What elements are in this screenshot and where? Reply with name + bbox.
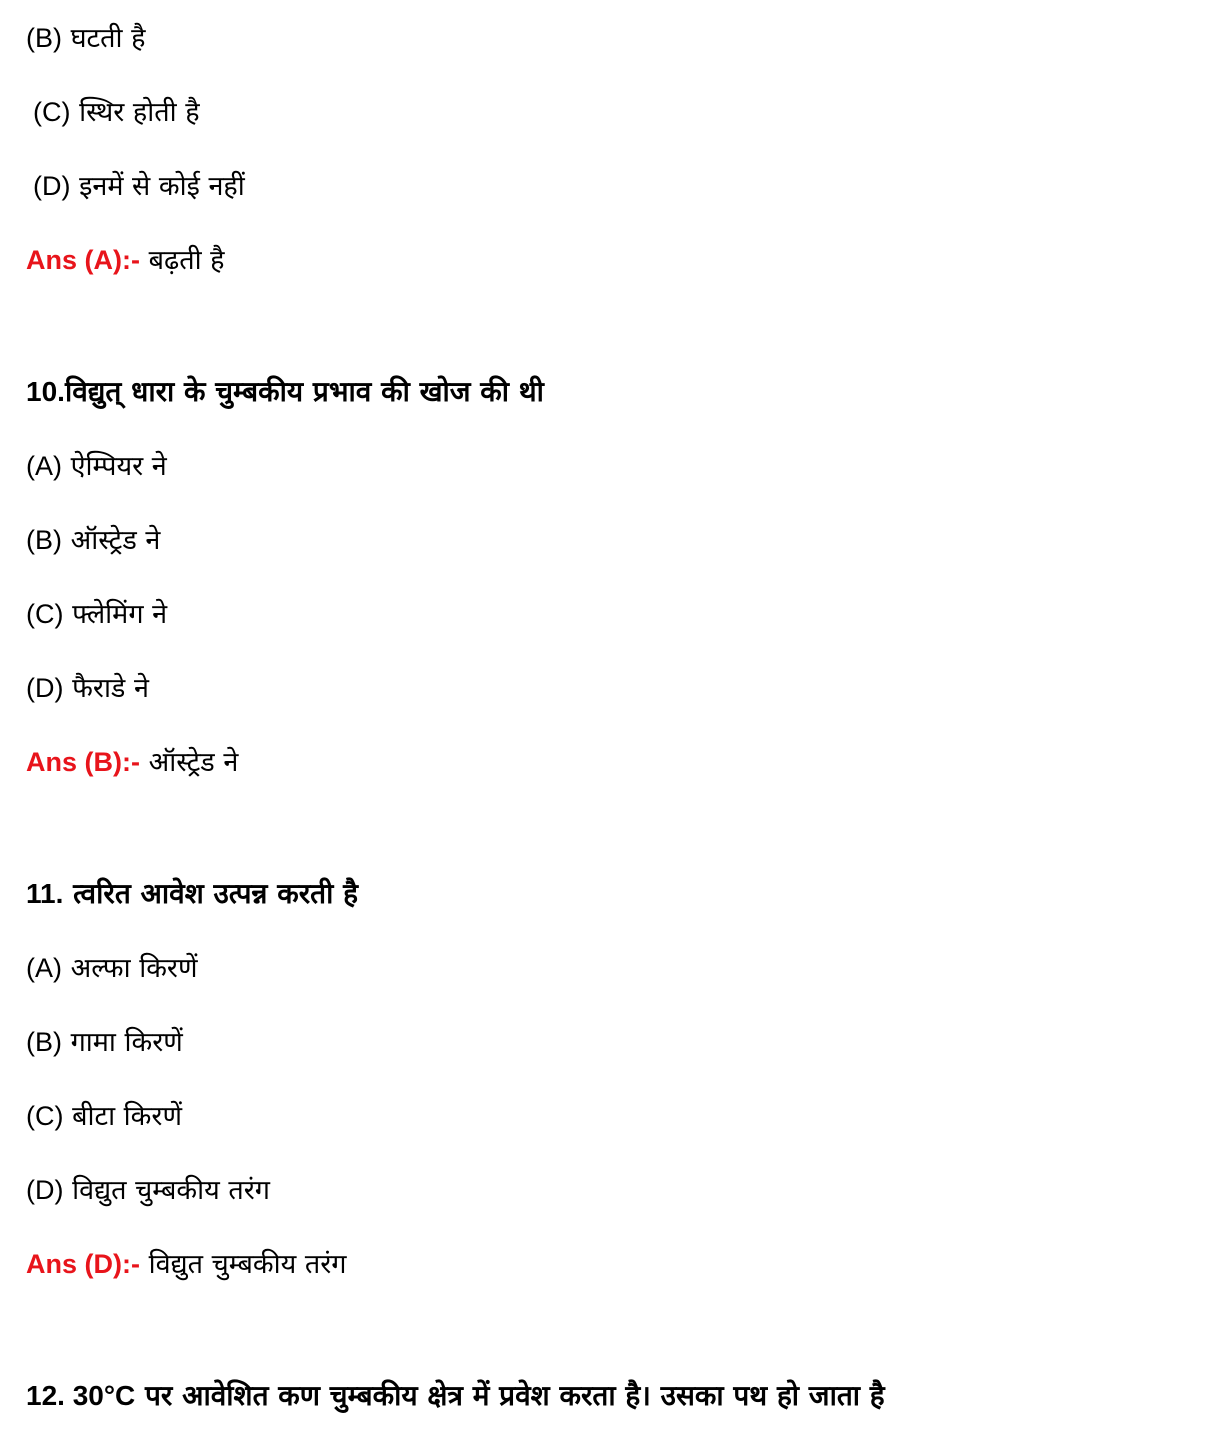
answer-label: Ans (A):-: [26, 245, 140, 275]
question-11: [26, 874, 358, 914]
option-text: इनमें से कोई नहीं: [79, 171, 245, 202]
option-d-row: [26, 1170, 270, 1211]
option-label: (B): [26, 23, 62, 53]
question-text: त्वरित आवेश उत्पन्न करती है: [73, 877, 358, 910]
option-text: घटती है: [70, 23, 146, 54]
option-label: (C): [26, 599, 64, 629]
option-text: गामा किरणें: [70, 1027, 183, 1058]
option-label: (B): [26, 1027, 62, 1057]
question-12: [26, 1376, 885, 1416]
option-text: फ्लेमिंग ने: [72, 599, 168, 630]
option-label: (D): [33, 171, 71, 201]
option-label: (C): [26, 1101, 64, 1131]
answer-row: [26, 1244, 347, 1285]
option-text: ऑस्ट्रेड ने: [70, 525, 161, 556]
option-c-row: [26, 1096, 182, 1137]
answer-row: [26, 240, 225, 281]
answer-label: Ans (D):-: [26, 1249, 140, 1279]
option-text: विद्युत चुम्बकीय तरंग: [72, 1175, 271, 1206]
question-number: 12. 30°C: [26, 1380, 136, 1411]
option-b-row: [26, 520, 160, 561]
option-d-row: [26, 668, 149, 709]
question-text: पर आवेशित कण चुम्बकीय क्षेत्र में प्रवेश करता है। उसका पथ हो जाता है: [145, 1379, 885, 1412]
option-text: अल्फा किरणें: [70, 953, 198, 984]
option-a-row: [26, 446, 167, 487]
option-d-row: [33, 166, 245, 207]
option-label: (A): [26, 451, 62, 481]
answer-label: Ans (B):-: [26, 747, 140, 777]
question-text: विद्युत् धारा के चुम्बकीय प्रभाव की खोज की थी: [64, 375, 544, 408]
option-text: बीटा किरणें: [72, 1101, 182, 1132]
option-label: (C): [33, 97, 71, 127]
option-label: (A): [26, 953, 62, 983]
question-number: 11.: [26, 878, 64, 909]
option-a-row: [26, 948, 198, 989]
option-b-row: [26, 18, 145, 59]
question-10: [26, 372, 544, 412]
answer-text: विद्युत चुम्बकीय तरंग: [148, 1249, 347, 1280]
option-label: (D): [26, 673, 64, 703]
option-text: ऐम्पियर ने: [70, 451, 167, 482]
option-c-row: [33, 92, 200, 133]
option-c-row: [26, 594, 167, 635]
option-text: फैराडे ने: [72, 673, 149, 704]
answer-text: ऑस्ट्रेड ने: [148, 747, 239, 778]
question-number: 10.: [26, 376, 65, 407]
option-b-row: [26, 1022, 183, 1063]
option-label: (D): [26, 1175, 64, 1205]
answer-row: [26, 742, 238, 783]
option-text: स्थिर होती है: [79, 97, 200, 128]
option-label: (B): [26, 525, 62, 555]
answer-text: बढ़ती है: [148, 245, 225, 276]
